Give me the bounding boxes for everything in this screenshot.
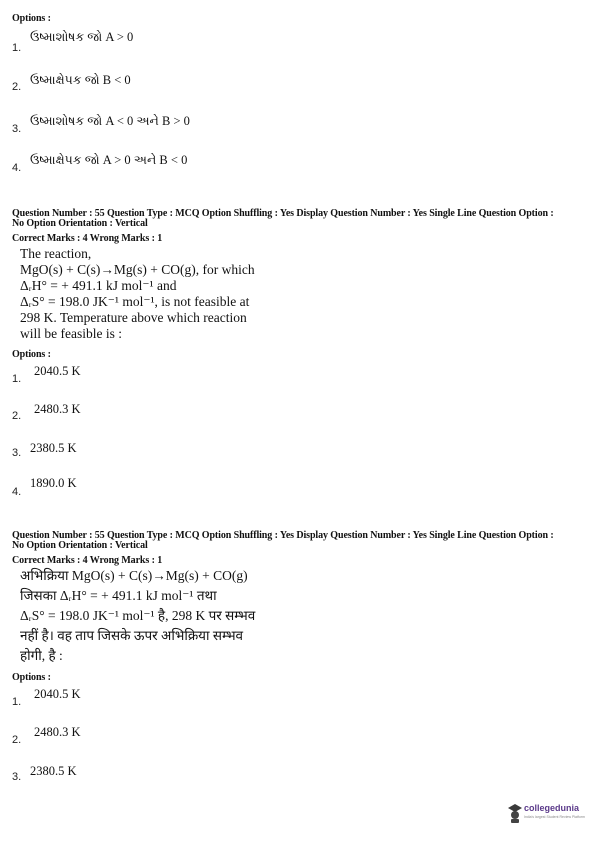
options-label-1: Options : xyxy=(12,13,51,24)
logo-name: collegedunia xyxy=(524,803,580,813)
option-text[interactable]: 2480.3 K xyxy=(34,725,81,739)
marks-info: Correct Marks : 4 Wrong Marks : 1 xyxy=(12,233,163,244)
marks-info: Correct Marks : 4 Wrong Marks : 1 xyxy=(12,555,163,566)
question-line: जिसका ΔᵣH° = + 491.1 kJ mol⁻¹ तथा xyxy=(20,588,217,603)
option-text[interactable]: ઉષ્માશોષક જો A < 0 અને B > 0 xyxy=(30,114,190,128)
question-line: MgO(s) + C(s)→Mg(s) + CO(g), for which xyxy=(20,262,255,277)
question-line: होगी, है : xyxy=(20,648,63,663)
question-header-cont: No Option Orientation : Vertical xyxy=(12,540,148,551)
option-number: 2. xyxy=(12,410,22,422)
question-line: 298 K. Temperature above which reaction xyxy=(20,310,247,325)
option-number: 3. xyxy=(12,447,22,459)
logo-tagline: India's largest Student Review Platform xyxy=(524,815,585,819)
option-number: 1. xyxy=(12,42,22,54)
option-text[interactable]: ઉષ્માક્ષેપક જો B < 0 xyxy=(30,73,131,87)
options-label-3: Options : xyxy=(12,672,51,683)
option-number: 2. xyxy=(12,81,22,93)
option-text[interactable]: 2380.5 K xyxy=(30,441,77,455)
option-number: 1. xyxy=(12,696,22,708)
option-text[interactable]: 1890.0 K xyxy=(30,476,77,490)
question-line: The reaction, xyxy=(20,246,92,261)
question-header-cont: No Option Orientation : Vertical xyxy=(12,218,148,229)
collegedunia-logo xyxy=(507,800,587,826)
question-line: will be feasible is : xyxy=(20,326,122,341)
option-text[interactable]: ઉષ્માશોષક જો A > 0 xyxy=(30,30,134,44)
option-text[interactable]: 2040.5 K xyxy=(34,687,81,701)
option-text[interactable]: 2480.3 K xyxy=(34,402,81,416)
graduate-cap-icon xyxy=(507,802,523,824)
option-number: 4. xyxy=(12,486,22,498)
question-header: Question Number : 55 Question Type : MCQ Option Shuffling : Yes Display Question Number : Yes Single Line Question Option : xyxy=(12,530,554,541)
options-label-2: Options : xyxy=(12,349,51,360)
option-text[interactable]: ઉષ્માક્ષેપક જો A > 0 અને B < 0 xyxy=(30,153,188,167)
option-number: 3. xyxy=(12,771,22,783)
question-header: Question Number : 55 Question Type : MCQ Option Shuffling : Yes Display Question Number : Yes Single Line Question Option : xyxy=(12,208,554,219)
option-number: 4. xyxy=(12,162,22,174)
question-line: नहीं है। वह ताप जिसके ऊपर अभिक्रिया सम्भव xyxy=(20,628,244,643)
question-line: ΔᵣH° = + 491.1 kJ mol⁻¹ and xyxy=(20,278,177,293)
question-line: ΔᵣS° = 198.0 JK⁻¹ mol⁻¹ है, 298 K पर सम्भव xyxy=(20,608,256,623)
option-number: 3. xyxy=(12,123,22,135)
question-line: अभिक्रिया MgO(s) + C(s)→Mg(s) + CO(g) xyxy=(20,568,248,583)
option-number: 1. xyxy=(12,373,22,385)
option-number: 2. xyxy=(12,734,22,746)
option-text[interactable]: 2380.5 K xyxy=(30,764,77,778)
option-text[interactable]: 2040.5 K xyxy=(34,364,81,378)
question-line: ΔᵣS° = 198.0 JK⁻¹ mol⁻¹, is not feasible at xyxy=(20,294,250,309)
